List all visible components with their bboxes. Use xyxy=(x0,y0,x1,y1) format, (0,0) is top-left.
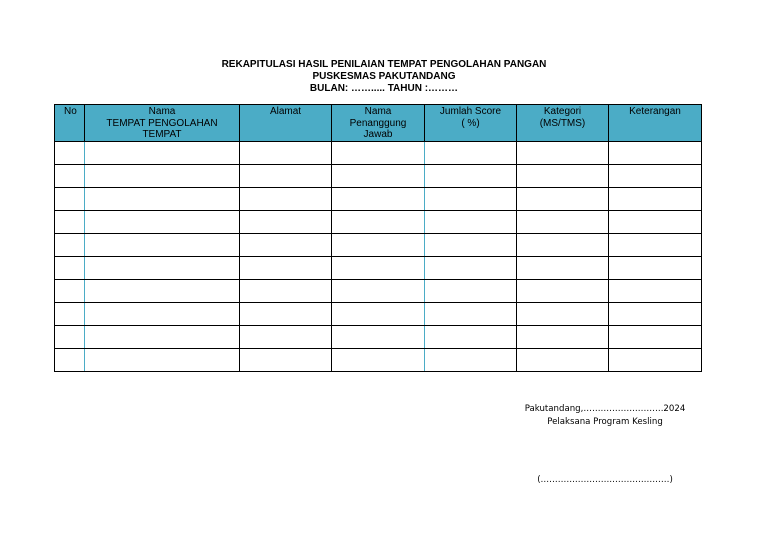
table-header-row xyxy=(55,105,702,142)
col-header-nama-tempat: Nama TEMPAT PENGOLAHAN TEMPAT xyxy=(85,105,240,142)
table-cell xyxy=(517,326,609,349)
table-row xyxy=(55,211,702,234)
table-cell xyxy=(55,303,85,326)
table-cell xyxy=(517,234,609,257)
table-cell xyxy=(55,280,85,303)
table-cell xyxy=(332,188,425,211)
signature-role: Pelaksana Program Kesling xyxy=(547,417,663,427)
table-cell xyxy=(55,234,85,257)
table-cell xyxy=(609,188,702,211)
table-cell xyxy=(609,142,702,165)
signature-place-date: Pakutandang,……………………….2024 xyxy=(524,404,686,414)
table-cell xyxy=(85,142,240,165)
document-subtitle: PUSKESMAS PAKUTANDANG xyxy=(312,71,456,82)
table-cell xyxy=(609,326,702,349)
table-row xyxy=(55,303,702,326)
table-cell xyxy=(425,257,517,280)
table-cell xyxy=(609,303,702,326)
table-cell xyxy=(55,142,85,165)
table-cell xyxy=(240,142,332,165)
table-cell xyxy=(609,211,702,234)
table-cell xyxy=(517,349,609,372)
col-header-penanggung-jawab: Nama Penanggung Jawab xyxy=(332,105,425,142)
table-cell xyxy=(55,349,85,372)
col-header-alamat: Alamat xyxy=(240,105,332,142)
table-row xyxy=(55,188,702,211)
table-cell xyxy=(85,188,240,211)
table-cell xyxy=(517,211,609,234)
table-row xyxy=(55,234,702,257)
table-cell xyxy=(85,234,240,257)
table-cell xyxy=(425,165,517,188)
table-cell xyxy=(332,280,425,303)
table-cell xyxy=(240,303,332,326)
table-cell xyxy=(332,303,425,326)
table-cell xyxy=(240,165,332,188)
table-row xyxy=(55,326,702,349)
period-line: BULAN: ……..... TAHUN :……… xyxy=(309,83,459,94)
table-cell xyxy=(332,142,425,165)
table-cell xyxy=(517,165,609,188)
table-cell xyxy=(85,326,240,349)
table-cell xyxy=(517,257,609,280)
table-cell xyxy=(332,234,425,257)
table-cell xyxy=(332,165,425,188)
document-title: REKAPITULASI HASIL PENILAIAN TEMPAT PENGOLAHAN PANGAN xyxy=(221,59,547,70)
table-cell xyxy=(240,211,332,234)
table-cell xyxy=(425,349,517,372)
table-cell xyxy=(55,211,85,234)
table-cell xyxy=(85,165,240,188)
table-cell xyxy=(517,188,609,211)
table-cell xyxy=(332,326,425,349)
table-row xyxy=(55,142,702,165)
signature-name-line: (………………………………………) xyxy=(537,475,673,485)
table-cell xyxy=(240,326,332,349)
table-cell xyxy=(425,211,517,234)
table-cell xyxy=(55,326,85,349)
table-cell xyxy=(425,188,517,211)
table-cell xyxy=(425,303,517,326)
table-cell xyxy=(609,165,702,188)
table-cell xyxy=(332,257,425,280)
table-cell xyxy=(425,234,517,257)
table-row xyxy=(55,257,702,280)
recap-table xyxy=(54,104,702,372)
table-cell xyxy=(425,326,517,349)
table-cell xyxy=(85,211,240,234)
table-cell xyxy=(609,257,702,280)
table-cell xyxy=(85,349,240,372)
col-header-jumlah-score: Jumlah Score ( %) xyxy=(425,105,517,142)
table-cell xyxy=(425,142,517,165)
table-cell xyxy=(85,280,240,303)
table-cell xyxy=(240,349,332,372)
table-cell xyxy=(240,257,332,280)
col-header-kategori: Kategori (MS/TMS) xyxy=(517,105,609,142)
table-cell xyxy=(332,211,425,234)
table-row xyxy=(55,280,702,303)
table-cell xyxy=(425,280,517,303)
table-row xyxy=(55,349,702,372)
table-cell xyxy=(517,142,609,165)
table-cell xyxy=(240,280,332,303)
col-header-keterangan: Keterangan xyxy=(609,105,702,142)
table-cell xyxy=(517,280,609,303)
table-cell xyxy=(609,234,702,257)
table-cell xyxy=(85,303,240,326)
table-cell xyxy=(55,257,85,280)
table-cell xyxy=(517,303,609,326)
table-cell xyxy=(55,188,85,211)
table-cell xyxy=(609,349,702,372)
table-cell xyxy=(240,188,332,211)
table-cell xyxy=(85,257,240,280)
table-cell xyxy=(55,165,85,188)
col-header-no: No xyxy=(55,105,85,142)
table-cell xyxy=(332,349,425,372)
table-row xyxy=(55,165,702,188)
table-cell xyxy=(240,234,332,257)
table-cell xyxy=(609,280,702,303)
